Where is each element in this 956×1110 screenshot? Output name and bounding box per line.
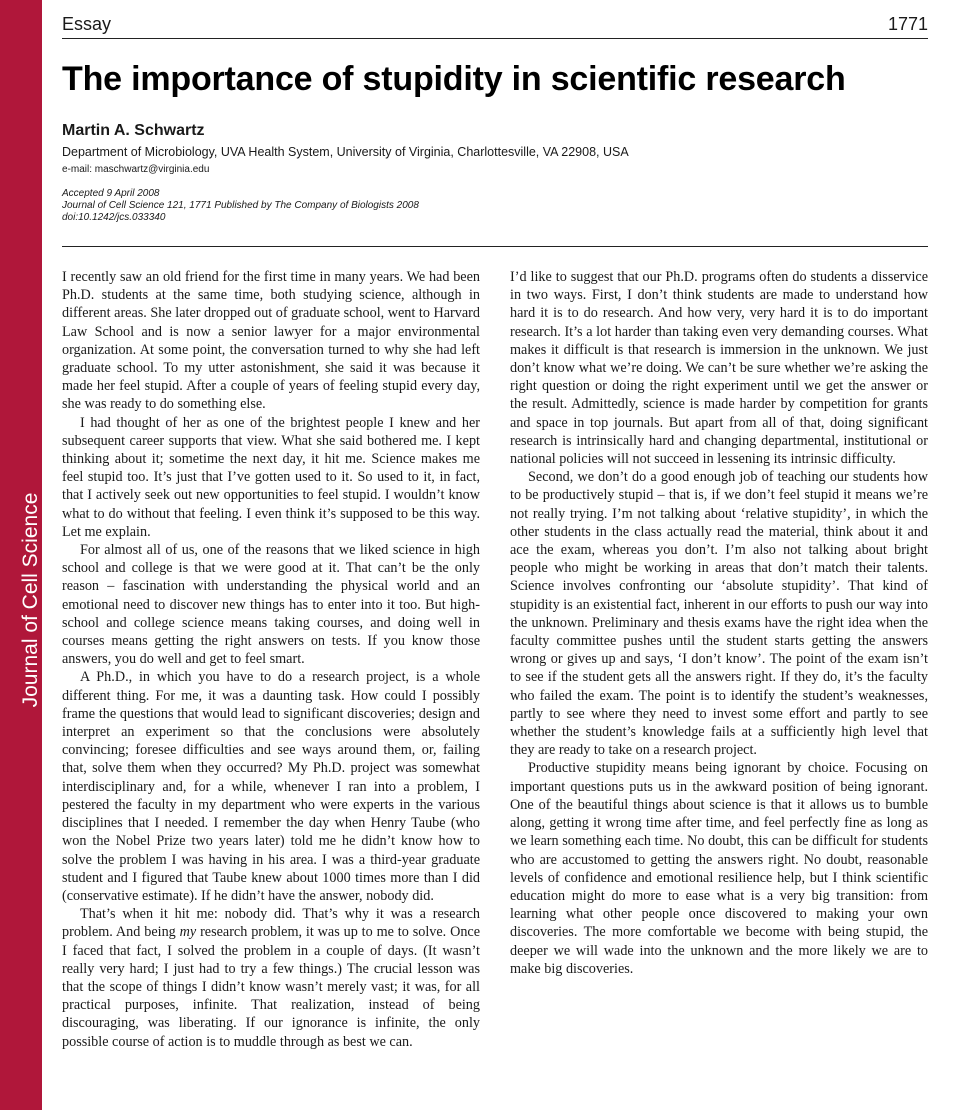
author-name: Martin A. Schwartz: [62, 122, 205, 139]
left-column: [62, 268, 480, 1051]
paragraph-text: research problem, it was up to me to solve. Once I faced that fact, I solved the problem in a couple of days. (It wasn’t really very hard; I just had to try a few things.) The crucial lesson was that the scope of things I didn’t know wasn’t merely vast; it was, for all practical purposes, infinite. That realization, instead of being discouraging, was liberating. If our ignorance is infinite, the only possible course of action is to muddle through as best we can.: [62, 924, 481, 1050]
paragraph: I had thought of her as one of the brightest people I knew and her subsequent career supports that view. What she said bothered me. I kept thinking about it; sometime the next day, it hit me. Science makes me feel stupid too. It’s just that I’ve gotten used to it. So used to it, in fact, that I actively seek out new opportunities to feel stupid. I wouldn’t know what to do without that feeling. I even think it’s supposed to be this way. Let me explain.: [62, 414, 480, 540]
right-column: [510, 268, 928, 978]
doi: doi:10.1242/jcs.033340: [62, 212, 166, 223]
accepted-date: Accepted 9 April 2008: [62, 188, 160, 199]
author-affiliation: Department of Microbiology, UVA Health System, University of Virginia, Charlottesville, VA 22908, USA: [62, 145, 629, 159]
running-header: [62, 14, 928, 39]
paragraph: Second, we don’t do a good enough job of teaching our students how to be productively stupid – that is, if we don’t feel stupid it means we’re not really trying. I’m not talking about ‘relative stupidity’, in which the other students in the class actually read the material, think about it and ace the exam, whereas you don’t. I’m also not talking about bright people who might be working in areas that don’t match their talents. Science involves confronting our ‘absolute stupidity’. That kind of stupidity is an existential fact, inherent in our efforts to push our way into the unknown. Preliminary and thesis exams have the right idea when the faculty committee pushes until the student starts getting the answers wrong or gives up and says, ‘I don’t know’. The point of the exam isn’t to see if the student gets all the answers right. If they do, it’s the faculty who failed the exam. The point is to identify the student’s weaknesses, partly to see where they need to invest some effort and partly to see whether the student’s knowledge fails at a sufficiently high level that they are ready to take on a research project.: [510, 469, 928, 759]
journal-name: Journal of Cell Science: [19, 492, 42, 708]
paragraph: I recently saw an old friend for the first time in many years. We had been Ph.D. students at the same time, both studying science, although in different areas. She later dropped out of graduate school, went to Harvard Law School and is now a senior lawyer for a major environmental organization. At some point, the conversation turned to why she had left graduate school. To my utter astonishment, she said it was because it made her feel stupid. After a couple of years of feeling stupid every day, she was ready to do something else.: [62, 269, 480, 413]
journal-sidebar: [0, 0, 42, 1110]
paragraph: A Ph.D., in which you have to do a research project, is a whole different thing. For me, it was a daunting task. How could I possibly frame the questions that would lead to significant discoveries; design and interpret an experiment so that the conclusions were absolutely convincing; foresee difficulties and see ways around them, or, failing that, solve them when they occurred? My Ph.D. project was somewhat interdisciplinary and, for a while, whenever I ran into a problem, I pestered the faculty in my department who were experts in the various disciplines that I needed. I remember the day when Henry Taube (who won the Nobel Prize two years later) told me he didn’t know how to solve the problem I was having in his area. I was a third-year graduate student and I figured that Taube knew about 1000 times more than I did (conservative estimate). If he didn’t have the answer, nobody did.: [62, 669, 480, 904]
paragraph: I’d like to suggest that our Ph.D. programs often do students a disservice in two ways. First, I don’t think students are made to understand how hard it is to do research. And how very, very hard it is to do important research. It’s a lot harder than taking even very demanding courses. What makes it difficult is that research is immersion in the unknown. We just don’t know what we’re doing. We can’t be sure whether we’re asking the right question or doing the right experiment until we get the answer or the result. Admittedly, science is made harder by competition for grants and space in top journals. But apart from all of that, doing significant research is intrinsically hard and changing departmental, institutional or national policies will not succeed in lessening its intrinsic difficulty.: [510, 269, 928, 468]
article-meta: [62, 188, 419, 224]
paragraph: Productive stupidity means being ignorant by choice. Focusing on important questions puts us in the awkward position of being ignorant. One of the beautiful things about science is that it allows us to bumble along, getting it wrong time after time, and feel perfectly fine as long as we learn something each time. No doubt, this can be difficult for students who are accustomed to getting the answers right. No doubt, reasonable levels of confidence and emotional resilience help, but I think scientific education might do more to ease what is a very big transition: from learning what other people once discovered to making your own discoveries. The more comfortable we become with being stupid, the deeper we will wade into the unknown and the more likely we are to make big discoveries.: [510, 760, 928, 977]
emphasis-text: my: [179, 924, 197, 941]
citation: Journal of Cell Science 121, 1771 Published by The Company of Biologists 2008: [62, 200, 419, 211]
section-label: Essay: [62, 14, 112, 34]
article-title: The importance of stupidity in scientific research: [62, 60, 846, 98]
author-email: e-mail: maschwartz@virginia.edu: [62, 164, 210, 175]
page-number: 1771: [887, 14, 928, 34]
paragraph: For almost all of us, one of the reasons that we liked science in high school and college is that we were good at it. That can’t be the only reason – fascination with understanding the physical world and an emotional need to discover new things has to enter into it too. But high-school and college science means taking courses, and doing well in courses means getting the right answers on tests. If you know those answers, you do well and get to feel smart.: [62, 542, 480, 668]
paragraph: [62, 905, 480, 1051]
paragraph-text: That’s when it hit me: nobody did. That’s why it was a research problem. And being: [62, 906, 480, 941]
header-divider: [62, 246, 928, 247]
